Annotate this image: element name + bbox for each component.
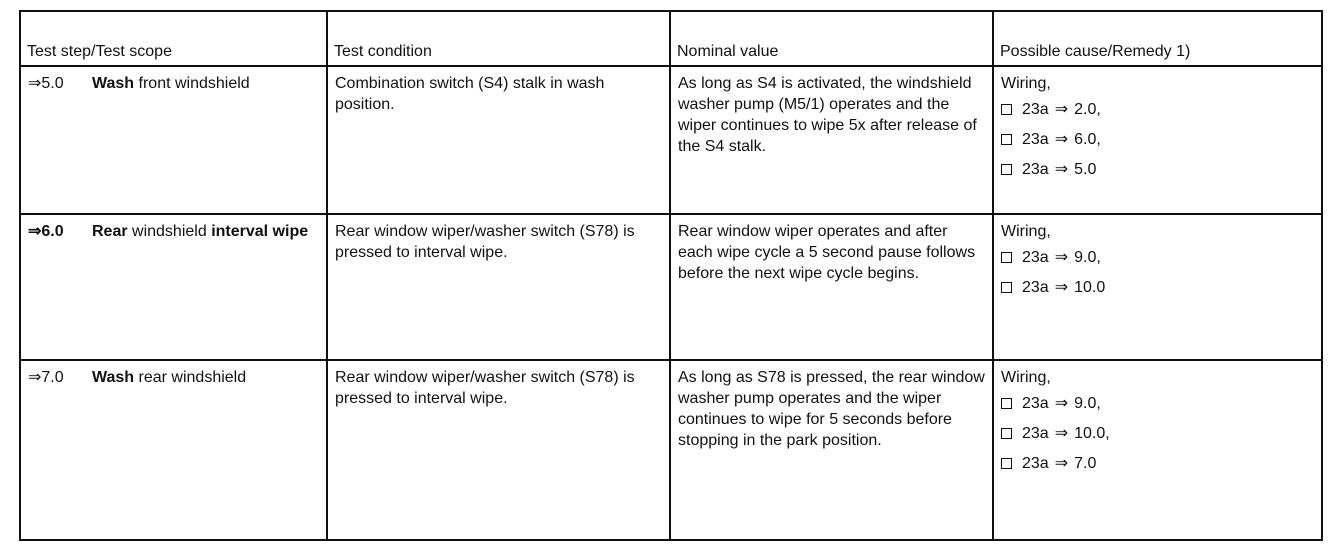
checkbox-icon: [1001, 164, 1012, 175]
remedy-code: 23a: [1022, 101, 1049, 118]
cause-label: Wiring,: [1001, 223, 1051, 240]
remedy-target: 6.0,: [1074, 131, 1101, 148]
checkbox-icon: [1001, 252, 1012, 263]
remedy-target: 2.0,: [1074, 101, 1101, 118]
checkbox-icon: [1001, 134, 1012, 145]
checkbox-icon: [1001, 428, 1012, 439]
nominal-cell: [670, 214, 993, 360]
remedy-reference[interactable]: [1001, 393, 1314, 414]
arrow-icon: ⇒: [1054, 161, 1069, 178]
step-title-rest: front windshield: [134, 75, 250, 92]
remedy-reference[interactable]: [1001, 159, 1314, 180]
step-cell: [20, 214, 327, 360]
test-step-sheet: [19, 10, 1321, 538]
remedy-target: 10.0: [1074, 279, 1106, 296]
remedy-reference[interactable]: [1001, 423, 1314, 444]
step-title: [92, 221, 319, 242]
remedy-target: 5.0: [1074, 161, 1097, 178]
condition-text: Rear window wiper/washer switch (S78) is pressed to interval wipe.: [335, 369, 635, 407]
nominal-text: As long as S78 is pressed, the rear window washer pump operates and the wiper continues to wipe for 5 seconds before stopping in the park position.: [678, 369, 985, 449]
step-title-bold: Wash: [92, 369, 135, 386]
condition-cell: [327, 360, 670, 540]
arrow-icon: ⇒: [1054, 279, 1069, 296]
condition-cell: [327, 214, 670, 360]
condition-text: Combination switch (S4) stalk in wash position.: [335, 75, 605, 113]
checkbox-icon: [1001, 398, 1012, 409]
header-possible-cause: Possible cause/Remedy 1): [993, 11, 1322, 66]
arrow-icon: ⇒: [1054, 249, 1069, 266]
step-number[interactable]: ⇒7.0: [28, 369, 64, 386]
header-row: [20, 11, 1322, 66]
checkbox-icon: [1001, 458, 1012, 469]
step-number[interactable]: ⇒6.0: [28, 223, 64, 240]
remedy-target: 9.0,: [1074, 249, 1101, 266]
header-test-condition: Test condition: [327, 11, 670, 66]
step-title-bold: interval wipe: [211, 223, 309, 240]
remedy-code: 23a: [1022, 161, 1049, 178]
remedy-reference[interactable]: [1001, 129, 1314, 150]
checkbox-icon: [1001, 104, 1012, 115]
table-row: [20, 214, 1322, 360]
nominal-cell: [670, 66, 993, 214]
nominal-cell: [670, 360, 993, 540]
checkbox-icon: [1001, 282, 1012, 293]
remedy-code: 23a: [1022, 395, 1049, 412]
step-title-rest: rear windshield: [134, 369, 247, 386]
remedy-code: 23a: [1022, 279, 1049, 296]
arrow-icon: ⇒: [1054, 395, 1069, 412]
remedy-code: 23a: [1022, 131, 1049, 148]
header-nominal-value: Nominal value: [670, 11, 993, 66]
cause-label: Wiring,: [1001, 75, 1051, 92]
step-title-bold: Wash: [92, 75, 135, 92]
cause-cell: [993, 360, 1322, 540]
remedy-reference[interactable]: [1001, 99, 1314, 120]
cause-cell: [993, 66, 1322, 214]
remedy-code: 23a: [1022, 425, 1049, 442]
step-title: [92, 73, 319, 94]
cause-cell: [993, 214, 1322, 360]
arrow-icon: ⇒: [1054, 455, 1069, 472]
step-cell: [20, 66, 327, 214]
remedy-reference[interactable]: [1001, 247, 1314, 268]
step-title-bold: Rear: [92, 223, 128, 240]
condition-cell: [327, 66, 670, 214]
step-title: [92, 367, 319, 388]
header-test-step: Test step/Test scope: [20, 11, 327, 66]
remedy-target: 7.0: [1074, 455, 1097, 472]
arrow-icon: ⇒: [1054, 425, 1069, 442]
arrow-icon: ⇒: [1054, 131, 1069, 148]
remedy-code: 23a: [1022, 249, 1049, 266]
cause-label: Wiring,: [1001, 369, 1051, 386]
remedy-target: 9.0,: [1074, 395, 1101, 412]
remedy-reference[interactable]: [1001, 277, 1314, 298]
nominal-text: As long as S4 is activated, the windshield washer pump (M5/1) operates and the wiper continues to wipe 5x after release of the S4 stalk.: [678, 75, 977, 155]
step-title-rest: windshield: [127, 223, 212, 240]
test-step-table: [19, 10, 1323, 541]
condition-text: Rear window wiper/washer switch (S78) is pressed to interval wipe.: [335, 223, 635, 261]
arrow-icon: ⇒: [1054, 101, 1069, 118]
nominal-text: Rear window wiper operates and after each wipe cycle a 5 second pause follows before the next wipe cycle begins.: [678, 223, 976, 282]
remedy-reference[interactable]: [1001, 453, 1314, 474]
table-row: [20, 66, 1322, 214]
step-cell: [20, 360, 327, 540]
table-row: [20, 360, 1322, 540]
remedy-target: 10.0,: [1074, 425, 1110, 442]
remedy-code: 23a: [1022, 455, 1049, 472]
step-number[interactable]: ⇒5.0: [28, 75, 64, 92]
